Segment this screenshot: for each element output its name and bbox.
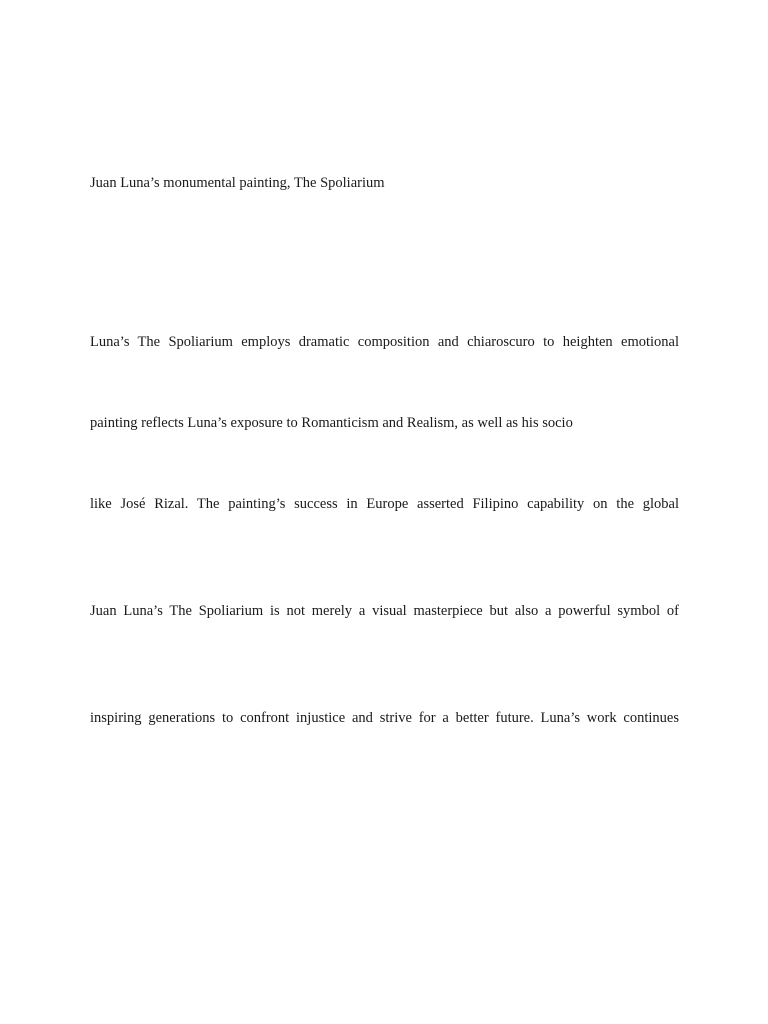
text-line: inspiring generations to confront injustice and strive for a better future. Luna’s work continues [90, 710, 679, 726]
text-line: painting reflects Luna’s exposure to Romanticism and Realism, as well as his socio [90, 415, 573, 431]
text-line: Juan Luna’s The Spoliarium is not merely a visual masterpiece but also a powerful symbol of [90, 603, 679, 619]
text-line: Luna’s The Spoliarium employs dramatic composition and chiaroscuro to heighten emotional [90, 334, 679, 350]
text-line: like José Rizal. The painting’s success in Europe asserted Filipino capability on the global [90, 496, 679, 512]
document-title-line: Juan Luna’s monumental painting, The Spoliarium [90, 175, 385, 191]
